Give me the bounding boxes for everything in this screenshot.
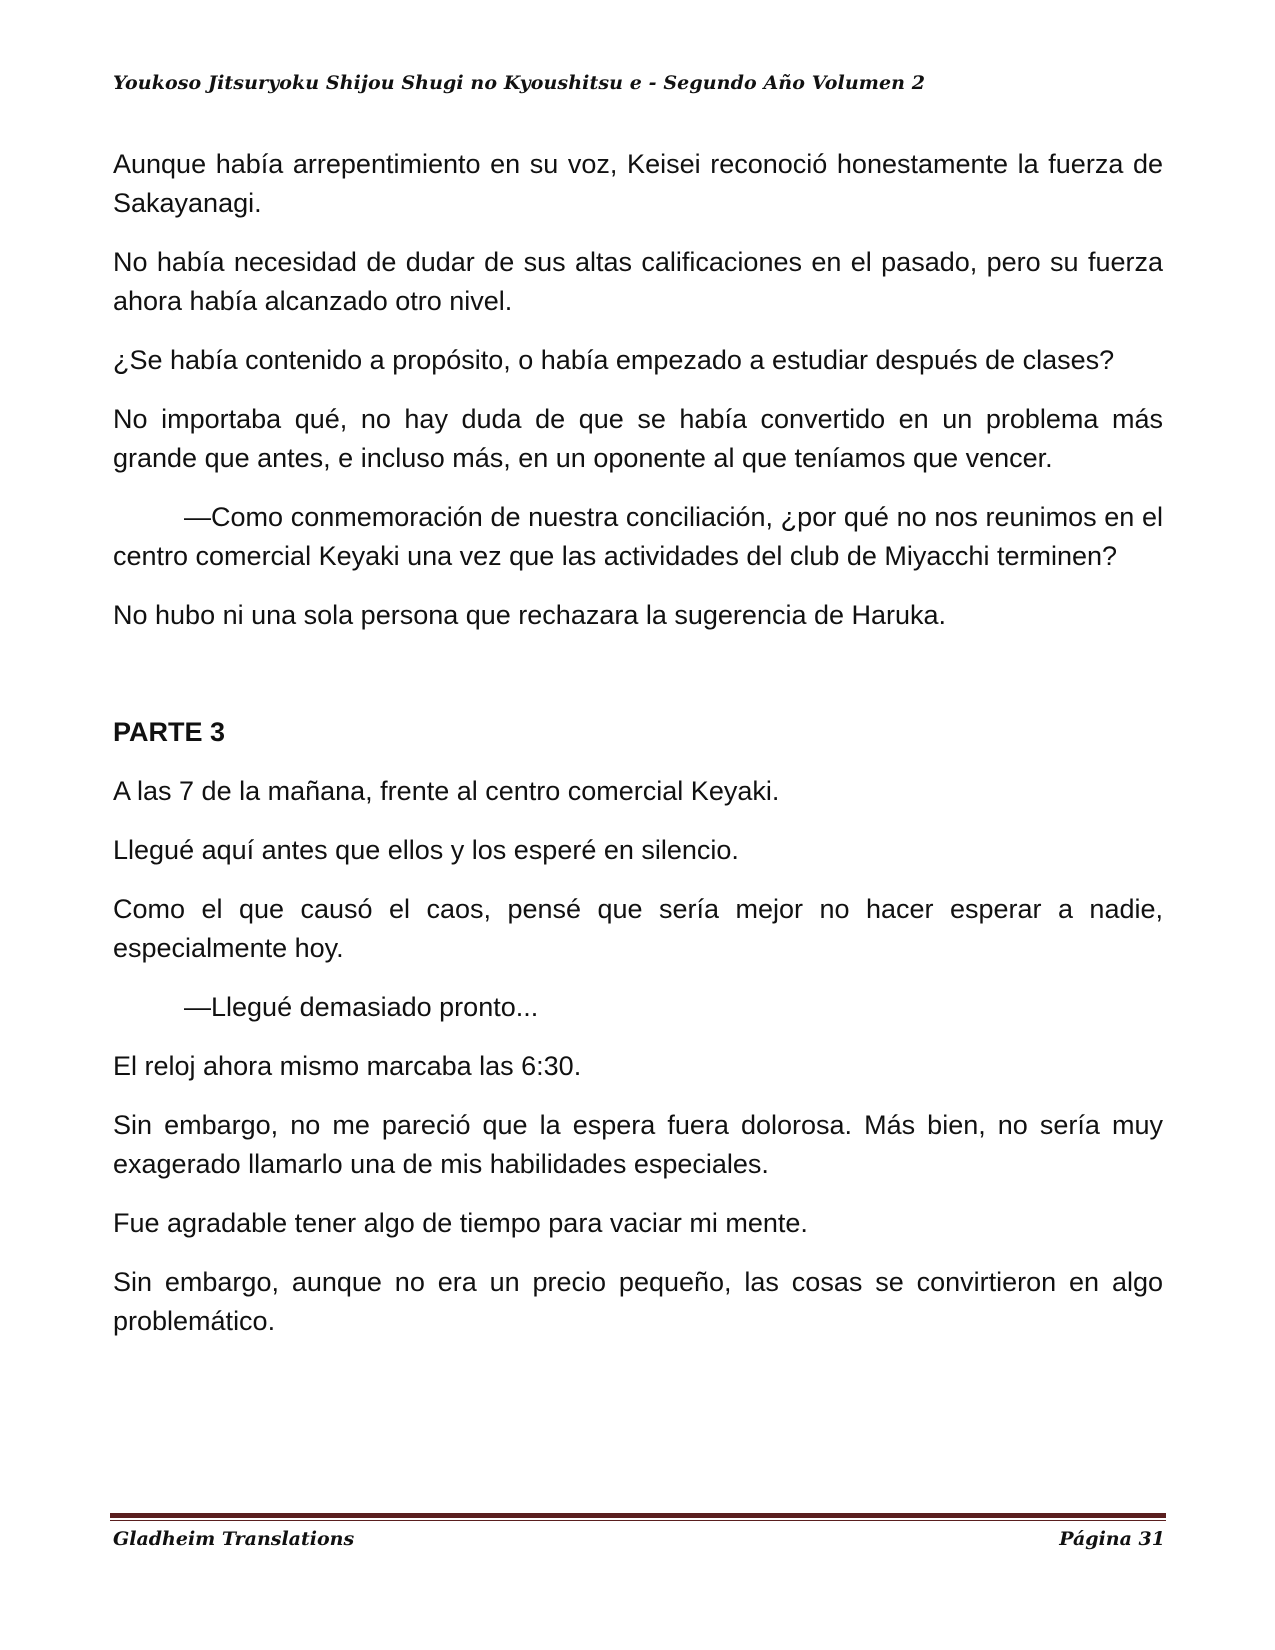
paragraph: No había necesidad de dudar de sus altas calificaciones en el pasado, pero su fuerza ahora había alcanzado otro nivel. — [113, 247, 1163, 316]
paragraph: ¿Se había contenido a propósito, o había empezado a estudiar después de clases? — [113, 345, 1115, 375]
paragraph: Como el que causó el caos, pensé que sería mejor no hacer esperar a nadie, especialmente hoy. — [113, 894, 1163, 963]
paragraph: Fue agradable tener algo de tiempo para vaciar mi mente. — [113, 1208, 808, 1238]
paragraph: Aunque había arrepentimiento en su voz, Keisei reconoció honestamente la fuerza de Sakayanagi. — [113, 149, 1163, 218]
paragraph: El reloj ahora mismo marcaba las 6:30. — [113, 1051, 582, 1081]
paragraph: Sin embargo, no me pareció que la espera fuera dolorosa. Más bien, no sería muy exagerado llamarlo una de mis habilidades especiales. — [113, 1110, 1163, 1179]
footer-divider — [110, 1513, 1166, 1521]
paragraph: A las 7 de la mañana, frente al centro comercial Keyaki. — [113, 776, 780, 806]
paragraph: No hubo ni una sola persona que rechazara la sugerencia de Haruka. — [113, 600, 947, 630]
dialogue-paragraph: —Como conmemoración de nuestra conciliación, ¿por qué no nos reunimos en el centro comercial Keyaki una vez que las actividades del club de Miyacchi terminen? — [113, 502, 1163, 571]
paragraph: Sin embargo, aunque no era un precio pequeño, las cosas se convirtieron en algo problemático. — [113, 1267, 1163, 1336]
paragraph: Llegué aquí antes que ellos y los esperé en silencio. — [113, 835, 739, 865]
footer-publisher: Gladheim Translations — [113, 1528, 355, 1550]
paragraph: No importaba qué, no hay duda de que se había convertido en un problema más grande que antes, e incluso más, en un oponente al que teníamos que vencer. — [113, 404, 1163, 473]
running-header: Youkoso Jitsuryoku Shijou Shugi no Kyoushitsu e - Segundo Año Volumen 2 — [113, 72, 926, 94]
footer-page-number: Página 31 — [1059, 1528, 1165, 1550]
dialogue-paragraph: —Llegué demasiado pronto... — [184, 992, 539, 1022]
body-text — [113, 145, 1163, 1361]
section-heading: PARTE 3 — [113, 717, 226, 747]
